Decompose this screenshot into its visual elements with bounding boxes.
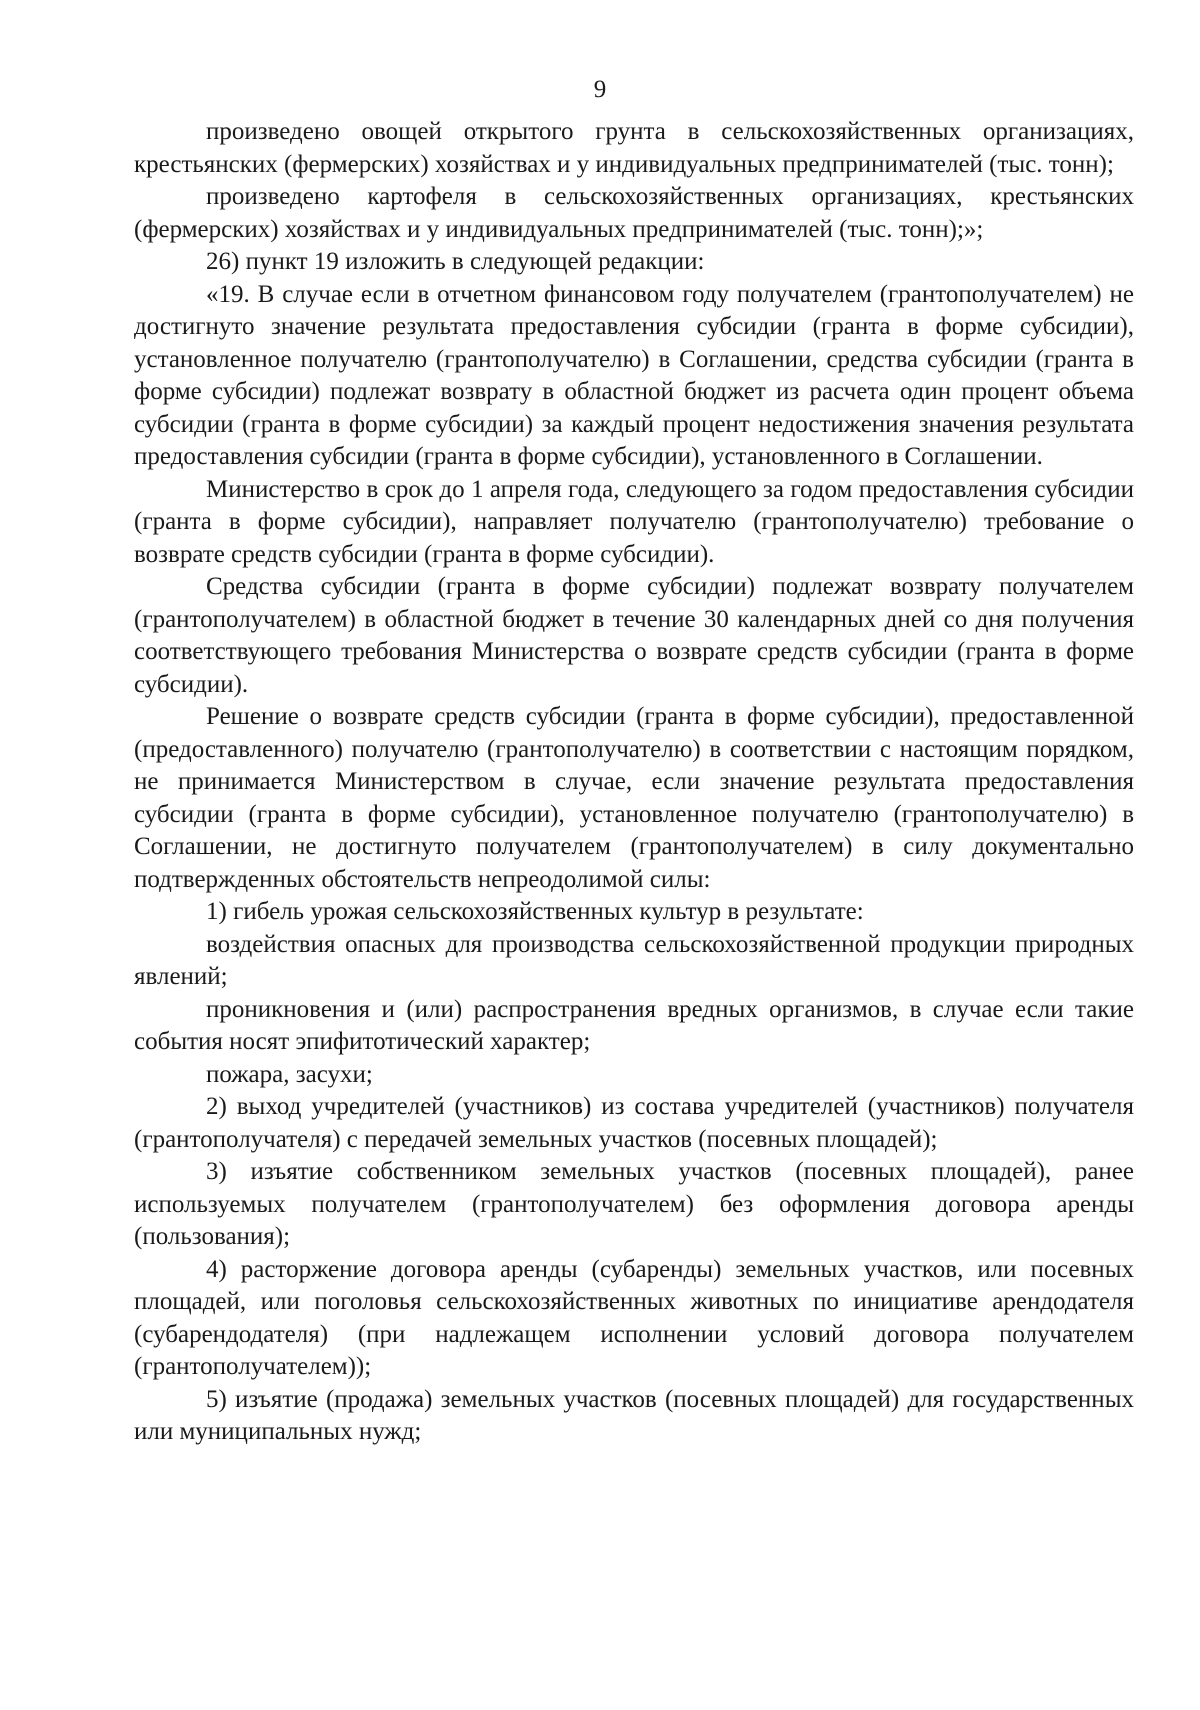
list-subitem-natural-hazards: воздействия опасных для производства сельскохозяйственной продукции природных явлений; [134, 930, 1134, 990]
list-subitem-pests: проникновения и (или) распространения вредных организмов, в случае если такие события носят эпифитотический характер; [134, 995, 1134, 1055]
paragraph-item-26: 26) пункт 19 изложить в следующей редакции: [206, 248, 705, 275]
paragraph-clause-19: «19. В случае если в отчетном финансовом году получателем (грантополучателем) не достигнуто значение результата предоставления субсидии (гранта в форме субсидии), установленное получателю (грантополучателю) в Соглашении, средства субсидии (гранта в форме субсидии) подлежат возврату в областной бюджет из расчета один процент объема субсидии (гранта в форме субсидии) за каждый процент недостижения значения результата предоставления субсидии (гранта в форме субсидии), установленного в Соглашении. [134, 280, 1134, 470]
list-item-5: 5) изъятие (продажа) земельных участков (посевных площадей) для государственных или муниципальных нужд; [134, 1385, 1134, 1445]
page-number: 9 [593, 76, 607, 103]
list-subitem-fire-drought: пожара, засухи; [206, 1060, 373, 1088]
list-item-1: 1) гибель урожая сельскохозяйственных культур в результате: [206, 898, 864, 925]
paragraph-potatoes: произведено картофеля в сельскохозяйственных организациях, крестьянских (фермерских) хозяйствах и у индивидуальных предпринимателей (тыс. тонн);»; [134, 183, 1134, 243]
list-item-3: 3) изъятие собственником земельных участков (посевных площадей), ранее используемых получателем (грантополучателем) без оформления договора аренды (пользования); [134, 1158, 1134, 1250]
paragraph-vegetables: произведено овощей открытого грунта в сельскохозяйственных организациях, крестьянских (фермерских) хозяйствах и у индивидуальных предпринимателей (тыс. тонн); [134, 118, 1134, 178]
list-item-4: 4) расторжение договора аренды (субаренды) земельных участков, или посевных площадей, или поголовья сельскохозяйственных животных по инициативе арендодателя (субарендодателя) (при надлежащем исполнении условий договора получателем (грантополучателем)); [134, 1255, 1134, 1380]
paragraph-ministry-deadline: Министерство в срок до 1 апреля года, следующего за годом предоставления субсидии (гранта в форме субсидии), направляет получателю (грантополучателю) требование о возврате средств субсидии (гранта в форме субсидии). [134, 475, 1134, 568]
document-body [134, 116, 1134, 1449]
list-item-2: 2) выход учредителей (участников) из состава учредителей (участников) получателя (грантополучателя) с передачей земельных участков (посевных площадей); [134, 1093, 1134, 1153]
paragraph-refund-term: Средства субсидии (гранта в форме субсидии) подлежат возврату получателем (грантополучателем) в областной бюджет в течение 30 календарных дней со дня получения соответствующего требования Министерства о возврате средств субсидии (гранта в форме субсидии). [134, 573, 1134, 698]
paragraph-force-majeure: Решение о возврате средств субсидии (гранта в форме субсидии), предоставленной (предоставленного) получателю (грантополучателю) в соответствии с настоящим порядком, не принимается Министерством в случае, если значение результата предоставления субсидии (гранта в форме субсидии), установленное получателю (грантополучателю) в Соглашении, не достигнуто получателем (грантополучателем) в силу документально подтвержденных обстоятельств непреодолимой силы: [134, 703, 1134, 893]
